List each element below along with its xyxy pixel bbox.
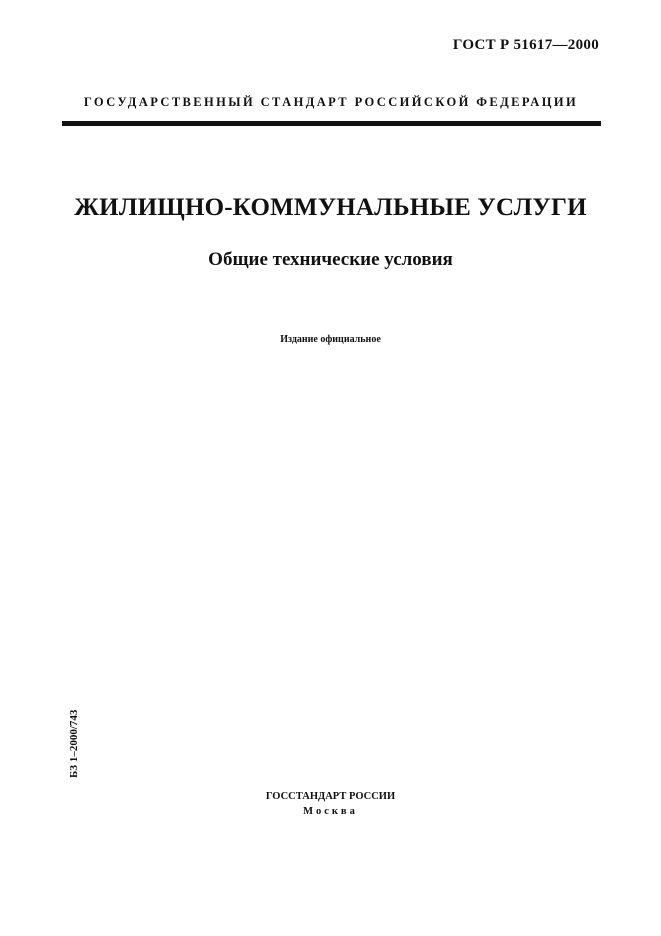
- document-subtitle: Общие технические условия: [208, 249, 453, 270]
- standard-number: ГОСТ Р 51617—2000: [452, 37, 599, 53]
- edition-label: Издание официальное: [280, 334, 381, 345]
- document-title: ЖИЛИЩНО-КОММУНАЛЬНЫЕ УСЛУГИ: [74, 194, 587, 221]
- publisher: ГОССТАНДАРТ РОССИИ: [265, 791, 396, 802]
- city: Москва: [303, 806, 358, 817]
- side-code: БЗ 1–2000/743: [68, 709, 80, 778]
- header-rule: [62, 121, 601, 126]
- document-header: ГОСУДАРСТВЕННЫЙ СТАНДАРТ РОССИЙСКОЙ ФЕДЕРАЦИИ: [83, 95, 579, 109]
